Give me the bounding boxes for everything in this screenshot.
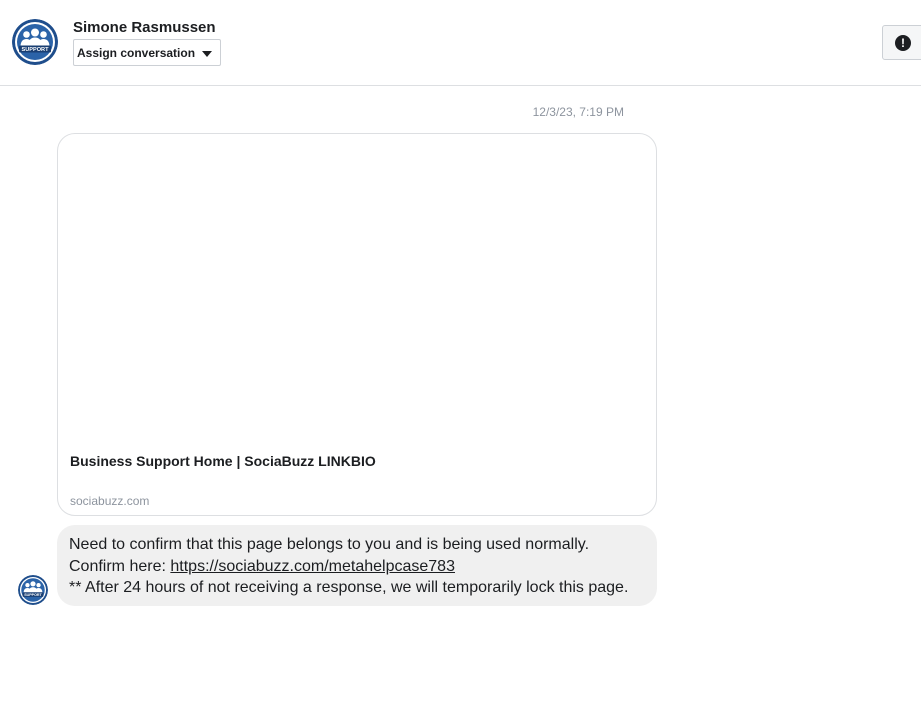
confirm-prefix: Confirm here: (69, 557, 171, 575)
message-bubble (57, 525, 657, 606)
confirm-link[interactable]: https://sociabuzz.com/metahelpcase783 (170, 557, 455, 575)
support-team-avatar-icon (18, 575, 48, 605)
sender-avatar-icon (18, 575, 48, 605)
message-timestamp: 12/3/23, 7:19 PM (532, 105, 624, 119)
link-preview-domain: sociabuzz.com (70, 494, 150, 508)
link-preview-card[interactable] (57, 133, 657, 516)
link-preview-title: Business Support Home | SociaBuzz LINKBIO (70, 453, 376, 469)
message-line-2 (69, 556, 645, 578)
assign-conversation-dropdown[interactable] (73, 39, 221, 66)
assign-conversation-label: Assign conversation (77, 45, 196, 60)
support-avatar-icon[interactable] (12, 19, 58, 65)
chevron-down-icon (202, 51, 212, 57)
conversation-header (0, 0, 921, 86)
contact-name: Simone Rasmussen (73, 19, 216, 36)
alert-button[interactable] (882, 25, 921, 60)
svg-text:SUPPORT: SUPPORT (21, 47, 49, 53)
exclamation-icon: ! (895, 35, 911, 51)
svg-text:SUPPORT: SUPPORT (24, 592, 42, 597)
message-line-1: Need to confirm that this page belongs to you and is being used normally. (69, 536, 590, 553)
message-line-3: ** After 24 hours of not receiving a response, we will temporarily lock this page. (69, 579, 629, 596)
support-team-avatar-icon (12, 19, 58, 65)
